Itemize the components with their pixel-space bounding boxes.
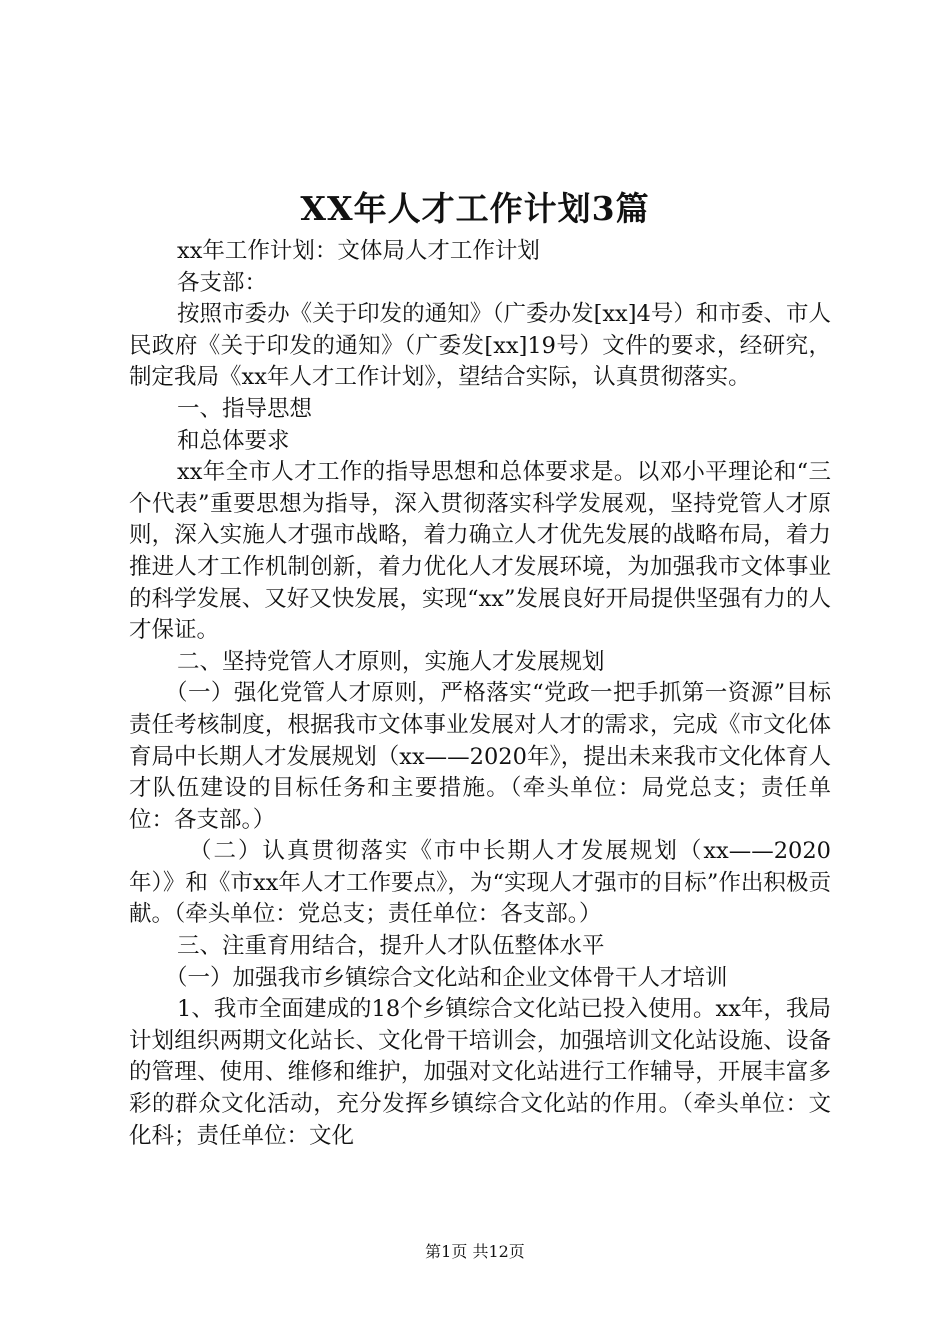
section-heading: 三、注重育用结合，提升人才队伍整体水平	[177, 933, 605, 960]
section-heading: 二、坚持党管人才原则，实施人才发展规划	[177, 648, 605, 675]
document-title: XX年人才工作计划3篇	[300, 189, 650, 228]
paragraph: xx年全市人才工作的指导思想和总体要求是。以邓小平理论和“三个代表”重要思想为指导，深入贯彻落实科学发展观，坚持党管人才原则，深入实施人才强市战略，着力确立人才优先发展的战略布局，着力推进人才工作机制创新，着力优化人才发展环境，为加强我市文体事业的科学发展、又好又快发展，实现“xx”发展良好开局提供坚强有力的人才保证。	[129, 459, 831, 644]
paragraph: （二）认真贯彻落实《市中长期人才发展规划（xx——2020年）》和《市xx年人才工作要点》，为“实现人才强市的目标”作出积极贡献。（牵头单位：党总支；责任单位：各支部。）	[129, 838, 831, 928]
document-body	[129, 236, 831, 1152]
paragraph-salutation: 各支部：	[177, 269, 268, 296]
subsection-heading: （一）加强我市乡镇综合文化站和企业文体骨干人才培训	[165, 964, 728, 991]
section-heading: 一、指导思想	[177, 395, 313, 422]
paragraph: （一）强化党管人才原则，严格落实“党政一把手抓第一资源”目标责任考核制度，根据我市文体事业发展对人才的需求，完成《市文化体育局中长期人才发展规划（xx——2020年》，提出未来我市文化体育人才队伍建设的目标任务和主要措施。（牵头单位：局党总支；责任单位：各支部。）	[129, 680, 831, 833]
paragraph-subtitle: xx年工作计划：文体局人才工作计划	[177, 238, 540, 264]
section-heading: 和总体要求	[177, 427, 290, 454]
paragraph: 1、我市全面建成的18个乡镇综合文化站已投入使用。xx年，我局计划组织两期文化站长、文化骨干培训会，加强培训文化站设施、设备的管理、使用、维修和维护，加强对文化站进行工作辅导，开展丰富多彩的群众文化活动，充分发挥乡镇综合文化站的作用。（牵头单位：文化科；责任单位：文化	[129, 996, 831, 1149]
page-footer: 第1页 共12页	[425, 1242, 525, 1261]
paragraph: 按照市委办《关于印发的通知》（广委办发[xx]4号）和市委、市人民政府《关于印发的通知》（广委发[xx]19号）文件的要求，经研究，制定我局《xx年人才工作计划》，望结合实际，认真贯彻落实。	[129, 301, 831, 391]
